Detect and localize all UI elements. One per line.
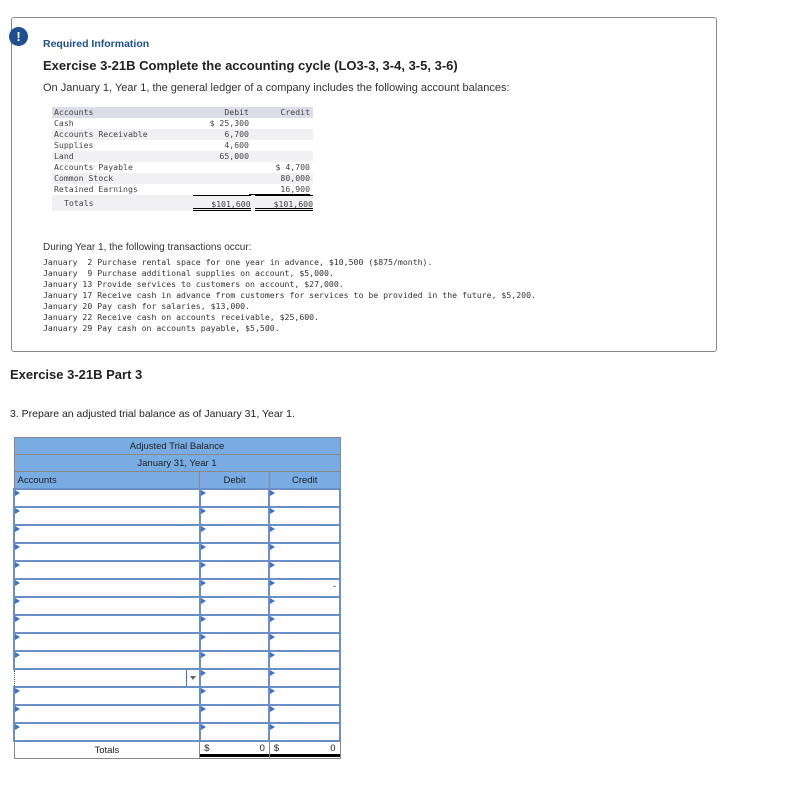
credit-input[interactable] — [269, 597, 340, 615]
worksheet-row — [14, 687, 340, 705]
debit-total: $101,600 — [193, 195, 250, 211]
account-input[interactable] — [14, 651, 200, 669]
account-input[interactable] — [14, 705, 200, 723]
worksheet-row — [14, 669, 340, 687]
credit-amount — [249, 140, 310, 151]
debit-amount: $ 25,300 — [209, 118, 249, 128]
currency: $ — [273, 743, 280, 754]
ledger-table — [52, 107, 313, 211]
account-name: Accounts Receivable — [54, 129, 148, 139]
credit-input[interactable] — [269, 543, 340, 561]
currency: $ — [204, 743, 210, 754]
transaction-item: January 9 Purchase additional supplies on account, $5,000. — [43, 268, 334, 278]
transaction-item: January 20 Pay cash for salaries, $13,000. — [43, 301, 251, 311]
credit-input[interactable] — [269, 687, 340, 705]
intro-text: On January 1, Year 1, the general ledger of a company includes the following account balances: — [43, 82, 510, 94]
account-input[interactable] — [14, 633, 200, 651]
account-input[interactable] — [14, 561, 200, 579]
debit-total — [200, 743, 269, 757]
credit-input[interactable] — [269, 705, 340, 723]
debit-amount — [189, 173, 249, 184]
debit-input[interactable] — [200, 543, 270, 561]
credit-total — [270, 743, 340, 757]
debit-input[interactable] — [200, 633, 270, 651]
account-input[interactable] — [14, 525, 200, 543]
credit-input[interactable] — [269, 633, 340, 651]
col-credit: Credit — [269, 472, 340, 490]
ledger-row — [52, 129, 313, 140]
account-name: Cash — [54, 118, 74, 128]
debit-input[interactable] — [200, 615, 270, 633]
header-debit: Debit — [224, 107, 249, 117]
worksheet-row — [14, 543, 340, 561]
debit-amount — [189, 162, 249, 173]
required-info-label: Required Information — [43, 38, 150, 50]
account-input[interactable] — [14, 543, 200, 561]
account-name: Accounts Payable — [54, 162, 133, 172]
credit-input[interactable] — [269, 525, 340, 543]
debit-input[interactable] — [200, 579, 270, 597]
account-input[interactable] — [14, 507, 200, 525]
chevron-down-icon[interactable] — [186, 670, 199, 686]
credit-input[interactable] — [269, 615, 340, 633]
transaction-item: January 29 Pay cash on accounts payable, $5,500. — [43, 323, 280, 333]
credit-amount: $ 4,700 — [275, 162, 310, 172]
worksheet-row — [14, 525, 340, 543]
debit-total-value: 0 — [259, 743, 265, 754]
credit-amount — [249, 118, 310, 129]
ledger-row — [52, 118, 313, 129]
credit-total: $101,600 — [255, 195, 313, 211]
debit-input[interactable] — [200, 705, 270, 723]
credit-amount: 80,000 — [280, 173, 310, 183]
transaction-item: January 13 Provide services to customers on account, $27,000. — [43, 279, 344, 289]
worksheet-row — [14, 561, 340, 579]
account-input[interactable] — [14, 579, 200, 597]
credit-input[interactable] — [269, 561, 340, 579]
worksheet-row — [14, 705, 340, 723]
ledger-row — [52, 140, 313, 151]
debit-input[interactable] — [200, 687, 270, 705]
account-name: Supplies — [54, 140, 94, 150]
credit-input[interactable] — [269, 489, 340, 507]
worksheet-date: January 31, Year 1 — [14, 455, 340, 472]
credit-input[interactable] — [269, 723, 340, 741]
account-input[interactable] — [14, 489, 200, 507]
worksheet-row — [14, 597, 340, 615]
debit-input[interactable] — [200, 561, 270, 579]
credit-input[interactable] — [269, 651, 340, 669]
account-name: Common Stock — [54, 173, 114, 183]
ledger-row — [52, 184, 313, 195]
credit-value: - — [333, 581, 336, 591]
header-accounts: Accounts — [54, 107, 94, 117]
debit-input[interactable] — [200, 507, 270, 525]
totals-label: Totals — [14, 741, 200, 759]
credit-total-value: 0 — [330, 743, 336, 754]
account-name: Retained Earnings — [54, 184, 138, 194]
worksheet-row — [14, 579, 340, 597]
credit-amount: 16,900 — [249, 184, 310, 195]
debit-input[interactable] — [200, 525, 270, 543]
worksheet-row — [14, 651, 340, 669]
worksheet-row — [14, 489, 340, 507]
account-name: Land — [54, 151, 74, 161]
transactions — [43, 242, 536, 334]
transaction-item: January 2 Purchase rental space for one year in advance, $10,500 ($875/month). — [43, 257, 433, 267]
account-input[interactable] — [14, 687, 200, 705]
debit-input[interactable] — [200, 489, 270, 507]
transaction-list — [43, 257, 536, 334]
debit-amount: 6,700 — [224, 129, 249, 139]
debit-amount — [189, 184, 249, 195]
ledger-row — [52, 151, 313, 162]
debit-input[interactable] — [200, 597, 270, 615]
worksheet-row — [14, 615, 340, 633]
account-input[interactable] — [14, 615, 200, 633]
alert-icon: ! — [9, 27, 28, 46]
debit-amount: 65,000 — [219, 151, 249, 161]
debit-input[interactable] — [200, 669, 270, 687]
worksheet-title: Adjusted Trial Balance — [14, 438, 340, 455]
credit-input[interactable] — [269, 507, 340, 525]
ledger-totals — [52, 195, 313, 211]
worksheet-row — [14, 507, 340, 525]
account-select[interactable] — [14, 669, 200, 687]
transaction-item: January 17 Receive cash in advance from customers for services to be provided in the future, $5,200. — [43, 290, 536, 300]
ledger-row — [52, 162, 313, 173]
col-accounts: Accounts — [14, 472, 200, 490]
part-heading: Exercise 3-21B Part 3 — [10, 367, 143, 382]
debit-amount: 4,600 — [224, 140, 249, 150]
credit-input[interactable] — [269, 669, 340, 687]
header-credit: Credit — [280, 107, 310, 117]
question-text: 3. Prepare an adjusted trial balance as of January 31, Year 1. — [10, 408, 295, 420]
transaction-item: January 22 Receive cash on accounts receivable, $25,600. — [43, 312, 320, 322]
totals-label: Totals — [64, 198, 94, 208]
debit-input[interactable] — [200, 651, 270, 669]
credit-amount — [249, 129, 310, 140]
totals-row — [14, 741, 340, 759]
col-debit: Debit — [200, 472, 270, 490]
ledger-row — [52, 173, 313, 184]
transactions-intro: During Year 1, the following transactions occur: — [43, 242, 252, 253]
worksheet-row — [14, 633, 340, 651]
account-input[interactable] — [14, 597, 200, 615]
adjusted-trial-balance-worksheet — [13, 437, 341, 759]
worksheet-row — [14, 723, 340, 741]
account-input[interactable] — [14, 723, 200, 741]
exercise-title: Exercise 3-21B Complete the accounting cycle (LO3-3, 3-4, 3-5, 3-6) — [43, 58, 458, 73]
ledger-header — [52, 107, 313, 118]
debit-input[interactable] — [200, 723, 270, 741]
credit-amount — [249, 151, 310, 162]
credit-input[interactable] — [269, 579, 340, 597]
